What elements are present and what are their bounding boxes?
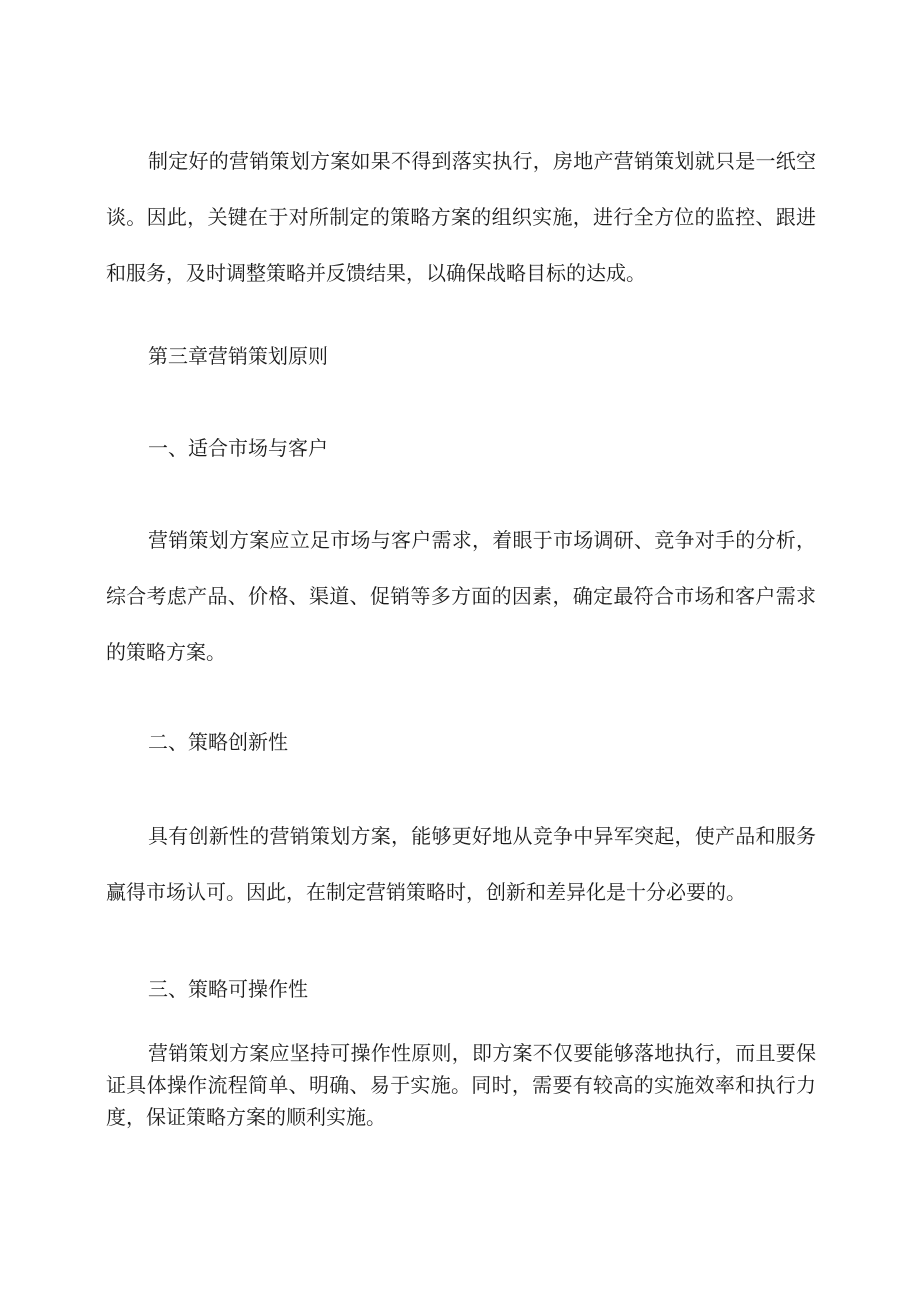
chapter-title: 第三章营销策划原则	[148, 344, 328, 368]
section-heading-innovation: 二、策略创新性	[148, 730, 288, 754]
paragraph-market-customer: 营销策划方案应立足市场与客户需求，着眼于市场调研、竞争对手的分析，综合考虑产品、价格、渠道、促销等多方面的因素，确定最符合市场和客户需求的策略方案。	[106, 528, 816, 664]
section-heading-market-customer: 一、适合市场与客户	[148, 436, 328, 460]
paragraph-implementation: 制定好的营销策划方案如果不得到落实执行，房地产营销策划就只是一纸空谈。因此，关键在于对所制定的策略方案的组织实施，进行全方位的监控、跟进和服务，及时调整策略并反馈结果，以确保战略目标的达成。	[106, 149, 816, 285]
section-heading-operability: 三、策略可操作性	[148, 977, 308, 1001]
paragraph-innovation: 具有创新性的营销策划方案，能够更好地从竞争中异军突起，使产品和服务赢得市场认可。因此，在制定营销策略时，创新和差异化是十分必要的。	[106, 824, 816, 904]
paragraph-operability: 营销策划方案应坚持可操作性原则，即方案不仅要能够落地执行，而且要保证具体操作流程简单、明确、易于实施。同时，需要有较高的实施效率和执行力度，保证策略方案的顺利实施。	[106, 1041, 816, 1129]
